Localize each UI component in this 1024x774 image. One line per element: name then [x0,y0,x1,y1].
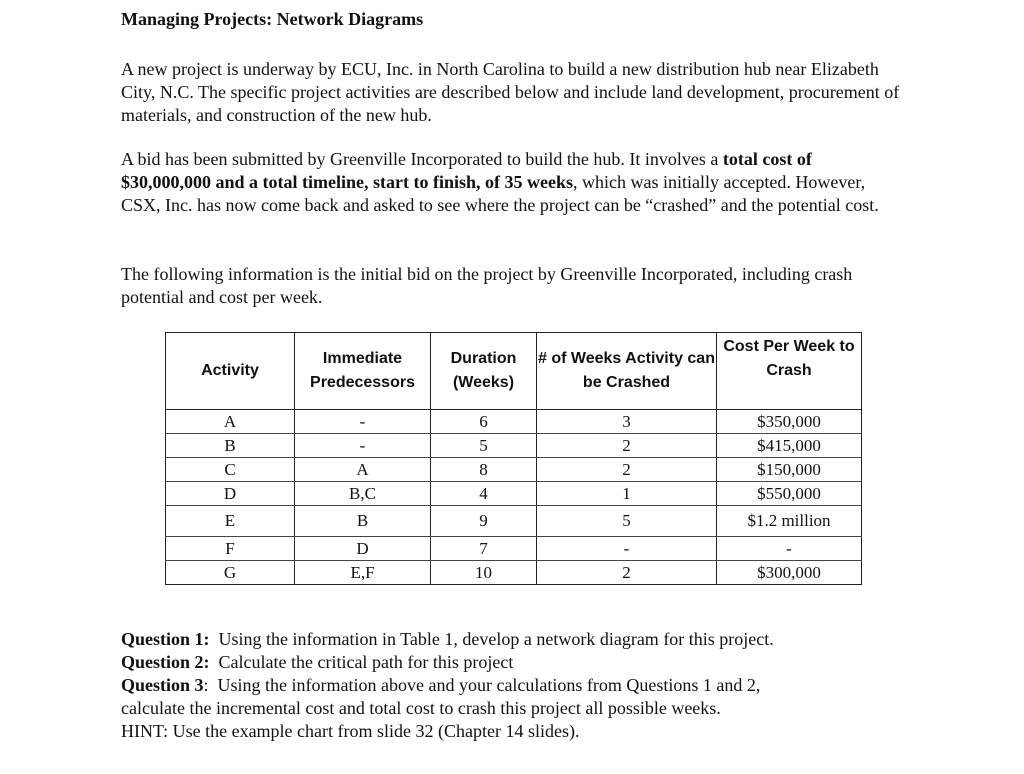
cell-crash-cost: $350,000 [717,410,862,434]
cell-predecessors: B,C [295,482,431,506]
cell-predecessors: E,F [295,561,431,585]
cell-activity: A [166,410,295,434]
question-2-label: Question 2: [121,652,210,672]
table-row [166,537,862,561]
bid-text-end: , which was initially accepted. However, CSX, Inc. has now come back and asked to see where the project can be “crashed” and the potential cost. [121,172,879,215]
cell-predecessors: A [295,458,431,482]
cell-crash-weeks: 5 [537,506,717,537]
intro-paragraph: A new project is underway by ECU, Inc. in North Carolina to build a new distribution hub near Elizabeth City, N.C. The specific project activities are described below and include land development, procurement of materials, and construction of the new hub. [121,59,900,125]
question-1-label: Question 1: [121,629,210,649]
table-row [166,434,862,458]
table-row [166,410,862,434]
bid-paragraph [121,148,906,217]
cell-crash-cost: $415,000 [717,434,862,458]
page-title: Managing Projects: Network Diagrams [121,9,424,29]
cell-activity: C [166,458,295,482]
question-2-text: Calculate the critical path for this project [209,652,514,672]
cell-duration: 8 [431,458,537,482]
cell-activity: G [166,561,295,585]
cell-duration: 9 [431,506,537,537]
cell-crash-weeks: 2 [537,561,717,585]
cell-predecessors: B [295,506,431,537]
bid-text-bold: total cost of $30,000,000 and a total timeline, start to finish, of 35 weeks [121,149,812,192]
table-header-row [166,333,862,410]
cell-duration: 4 [431,482,537,506]
question-3-continued: calculate the incremental cost and total cost to crash this project all possible weeks. [121,698,721,718]
cell-crash-weeks: 1 [537,482,717,506]
cell-duration: 7 [431,537,537,561]
question-3 [121,674,911,697]
question-1-text: Using the information in Table 1, develop a network diagram for this project. [209,629,774,649]
header-crash-cost: Cost Per Week to Crash [717,333,862,410]
header-duration: Duration (Weeks) [431,333,537,410]
cell-activity: D [166,482,295,506]
cell-crash-weeks: - [537,537,717,561]
cell-duration: 6 [431,410,537,434]
table-row [166,482,862,506]
cell-crash-cost: $150,000 [717,458,862,482]
cell-crash-cost: $1.2 million [717,506,862,537]
cell-crash-weeks: 2 [537,434,717,458]
cell-predecessors: - [295,410,431,434]
cell-activity: F [166,537,295,561]
table-row [166,561,862,585]
question-2 [121,651,911,674]
header-activity: Activity [166,333,295,410]
cell-crash-weeks: 3 [537,410,717,434]
cell-duration: 10 [431,561,537,585]
table-intro-paragraph: The following information is the initial bid on the project by Greenville Incorporated, including crash potential and cost per week. [121,264,853,307]
cell-duration: 5 [431,434,537,458]
header-crash-weeks: # of Weeks Activity can be Crashed [537,333,717,410]
bid-text-start: A bid has been submitted by Greenville Incorporated to build the hub. It involves a [121,149,723,169]
table-row [166,506,862,537]
cell-predecessors: D [295,537,431,561]
cell-crash-weeks: 2 [537,458,717,482]
cell-activity: E [166,506,295,537]
question-1 [121,628,911,651]
cell-predecessors: - [295,434,431,458]
questions-section [121,628,911,743]
cell-crash-cost: - [717,537,862,561]
cell-crash-cost: $550,000 [717,482,862,506]
cell-activity: B [166,434,295,458]
header-predecessors: Immediate Predecessors [295,333,431,410]
question-3-label: Question 3 [121,675,204,695]
project-activity-table [165,332,862,585]
table-row [166,458,862,482]
question-3-text: : Using the information above and your calculations from Questions 1 and 2, [203,675,761,695]
cell-crash-cost: $300,000 [717,561,862,585]
hint: HINT: Use the example chart from slide 32 (Chapter 14 slides). [121,721,580,741]
